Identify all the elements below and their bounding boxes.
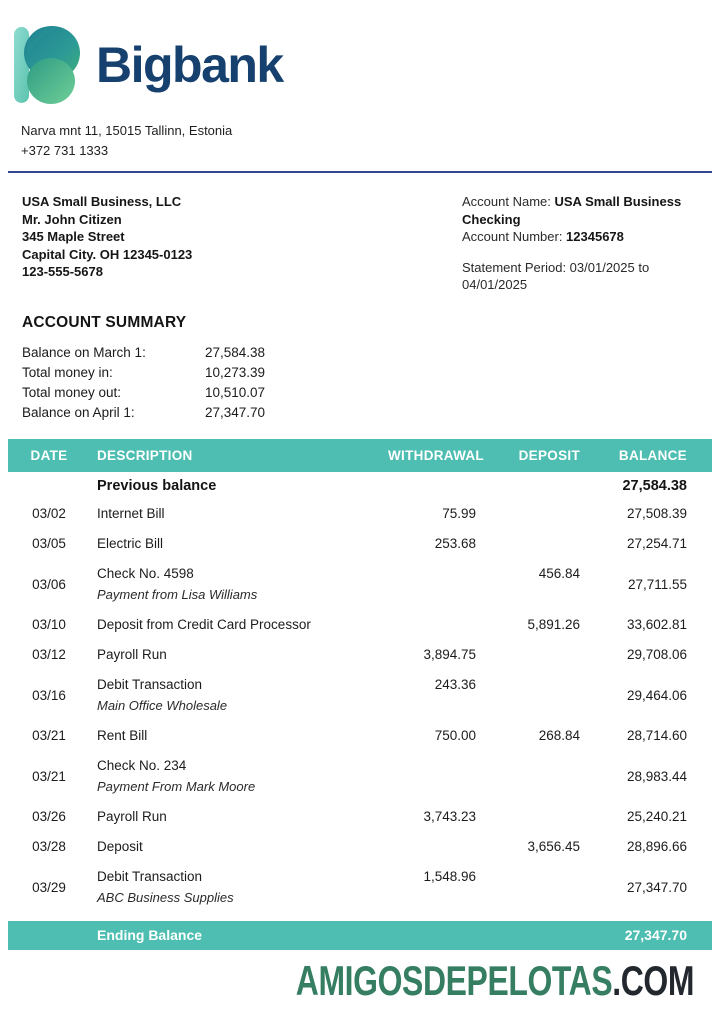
account-summary-rows: [22, 343, 720, 423]
transaction-row: [8, 670, 712, 721]
transaction-balance: 25,240.21: [626, 809, 687, 824]
transaction-balance: 27,508.39: [626, 506, 687, 521]
transaction-description: Check No. 4598: [97, 565, 194, 581]
summary-value: 27,347.70: [205, 404, 266, 420]
transaction-description: Check No. 234: [97, 757, 187, 773]
transaction-balance: 27,347.70: [626, 879, 687, 895]
summary-value: 27,584.38: [205, 344, 266, 360]
transaction-description: Deposit: [97, 838, 143, 854]
watermark: [0, 958, 720, 1004]
account-number-value: 12345678: [566, 229, 624, 244]
transaction-withdrawal: 75.99: [442, 506, 476, 521]
account-info-block: [462, 193, 694, 294]
col-header-date: DATE: [8, 439, 90, 472]
transaction-balance: 28,714.60: [626, 728, 687, 743]
transaction-row: [8, 529, 712, 559]
transaction-date: 03/10: [32, 617, 66, 632]
transaction-balance: 28,983.44: [626, 768, 687, 784]
summary-row: [22, 403, 720, 423]
statement-period-value: 03/01/2025 to 04/01/2025: [462, 259, 650, 292]
transactions-header: [8, 439, 712, 472]
transaction-description: Debit Transaction: [97, 676, 203, 692]
transaction-deposit: 3,656.45: [527, 839, 580, 854]
transaction-row: [8, 802, 712, 832]
bank-address-line: Narva mnt 11, 15015 Tallinn, Estonia: [21, 123, 233, 138]
bigbank-logo-icon: [14, 25, 80, 105]
transaction-note: Main Office Wholesale: [97, 697, 228, 713]
transaction-date: 03/21: [32, 768, 66, 784]
transaction-date: 03/12: [32, 647, 66, 662]
bank-statement-page: [0, 25, 720, 1025]
transaction-deposit: 5,891.26: [527, 617, 580, 632]
transaction-balance: 27,711.55: [627, 576, 687, 592]
transaction-balance: 33,602.81: [626, 617, 687, 632]
transaction-balance: 29,464.06: [626, 687, 687, 703]
transaction-row: [8, 640, 712, 670]
transaction-date: 03/29: [32, 879, 66, 895]
transaction-withdrawal: 3,894.75: [423, 647, 476, 662]
transactions-body: [8, 472, 712, 913]
transaction-withdrawal: 243.36: [434, 676, 476, 692]
transaction-date: 03/05: [32, 536, 66, 551]
transaction-description: Deposit from Credit Card Processor: [97, 616, 311, 632]
transaction-note: Payment from Lisa Williams: [97, 586, 258, 602]
ending-balance-value: 27,347.70: [624, 927, 687, 943]
transaction-deposit: [494, 670, 586, 721]
transaction-withdrawal: [388, 559, 494, 610]
transaction-balance: 29,708.06: [626, 647, 687, 662]
customer-name: USA Small Business, LLC: [22, 194, 182, 209]
statement-period-label: Statement Period:: [462, 259, 570, 275]
info-row: [22, 193, 694, 294]
col-header-balance: BALANCE: [586, 439, 712, 472]
transaction-row: [8, 559, 712, 610]
summary-label: Total money out:: [22, 384, 122, 400]
summary-value: 10,273.39: [205, 364, 266, 380]
transaction-deposit: [494, 529, 586, 559]
transaction-withdrawal: 3,743.23: [423, 809, 476, 824]
transactions-table: [8, 439, 712, 913]
col-header-description: DESCRIPTION: [90, 439, 388, 472]
transaction-deposit: [494, 499, 586, 529]
summary-row: [22, 343, 720, 363]
transaction-date: 03/06: [32, 576, 66, 592]
transaction-date: 03/28: [32, 839, 66, 854]
transaction-date: 03/16: [32, 687, 66, 703]
transaction-deposit: 456.84: [538, 565, 580, 581]
bank-phone: +372 731 1333: [21, 143, 109, 158]
account-number-line: [462, 228, 694, 246]
transaction-withdrawal: 253.68: [434, 536, 476, 551]
transaction-description: Payroll Run: [97, 646, 167, 662]
transaction-deposit: [494, 802, 586, 832]
watermark-domain-suffix: .COM: [612, 956, 694, 1004]
summary-label: Balance on March 1:: [22, 344, 146, 360]
summary-label: Balance on April 1:: [22, 404, 135, 420]
transaction-deposit: 268.84: [538, 728, 580, 743]
transaction-withdrawal: [388, 832, 494, 862]
summary-value: 10,510.07: [205, 384, 266, 400]
summary-row: [22, 383, 720, 403]
col-header-withdrawal: WITHDRAWAL: [388, 439, 494, 472]
transaction-description: Debit Transaction: [97, 868, 203, 884]
customer-street: 345 Maple Street: [22, 229, 125, 244]
summary-row: [22, 363, 720, 383]
transaction-description: Payroll Run: [97, 808, 167, 824]
statement-period-line: [462, 259, 694, 294]
transaction-note: ABC Business Supplies: [97, 889, 234, 905]
customer-contact: Mr. John Citizen: [22, 211, 122, 227]
brand-header: [14, 25, 720, 105]
account-summary-title: ACCOUNT SUMMARY: [22, 313, 187, 331]
transaction-withdrawal: [388, 610, 494, 640]
transaction-note: Payment From Mark Moore: [97, 778, 256, 794]
transaction-description: Electric Bill: [97, 535, 164, 551]
transaction-date: 03/21: [32, 728, 66, 743]
summary-label: Total money in:: [22, 364, 113, 380]
transaction-row: [8, 862, 712, 913]
customer-city: Capital City. OH 12345-0123: [22, 246, 193, 262]
transaction-row: [8, 499, 712, 529]
transaction-row: [8, 832, 712, 862]
brand-wordmark: Bigbank: [96, 37, 283, 93]
transaction-balance: 28,896.66: [626, 839, 687, 854]
transaction-deposit: [494, 862, 586, 913]
account-name-label: Account Name:: [462, 194, 555, 209]
customer-phone: 123-555-5678: [22, 264, 103, 279]
previous-balance-row: [8, 472, 712, 499]
transaction-date: 03/02: [32, 506, 66, 521]
transaction-description: Rent Bill: [97, 727, 148, 743]
transaction-withdrawal: 750.00: [434, 728, 476, 743]
bank-address-block: [21, 121, 720, 161]
transaction-date: 03/26: [32, 809, 66, 824]
previous-balance-value: 27,584.38: [622, 477, 687, 494]
transaction-row: [8, 751, 712, 802]
transaction-row: [8, 610, 712, 640]
watermark-site-name: AMIGOSDEPELOTAS: [295, 956, 613, 1004]
previous-balance-label: Previous balance: [97, 477, 217, 494]
account-number-label: Account Number:: [462, 229, 567, 244]
account-name-value: USA Small Business Checking: [462, 194, 682, 227]
transaction-deposit: [494, 640, 586, 670]
transaction-row: [8, 721, 712, 751]
customer-address-block: [22, 193, 192, 294]
account-name-line: [462, 193, 694, 228]
transaction-deposit: [494, 751, 586, 802]
transaction-description: Internet Bill: [97, 505, 165, 521]
transaction-withdrawal: 1,548.96: [423, 868, 476, 884]
header-divider: [8, 171, 712, 173]
col-header-deposit: DEPOSIT: [494, 439, 586, 472]
transaction-balance: 27,254.71: [626, 536, 687, 551]
ending-balance-band: [8, 921, 712, 950]
transaction-withdrawal: [388, 751, 494, 802]
ending-balance-label: Ending Balance: [97, 927, 203, 943]
